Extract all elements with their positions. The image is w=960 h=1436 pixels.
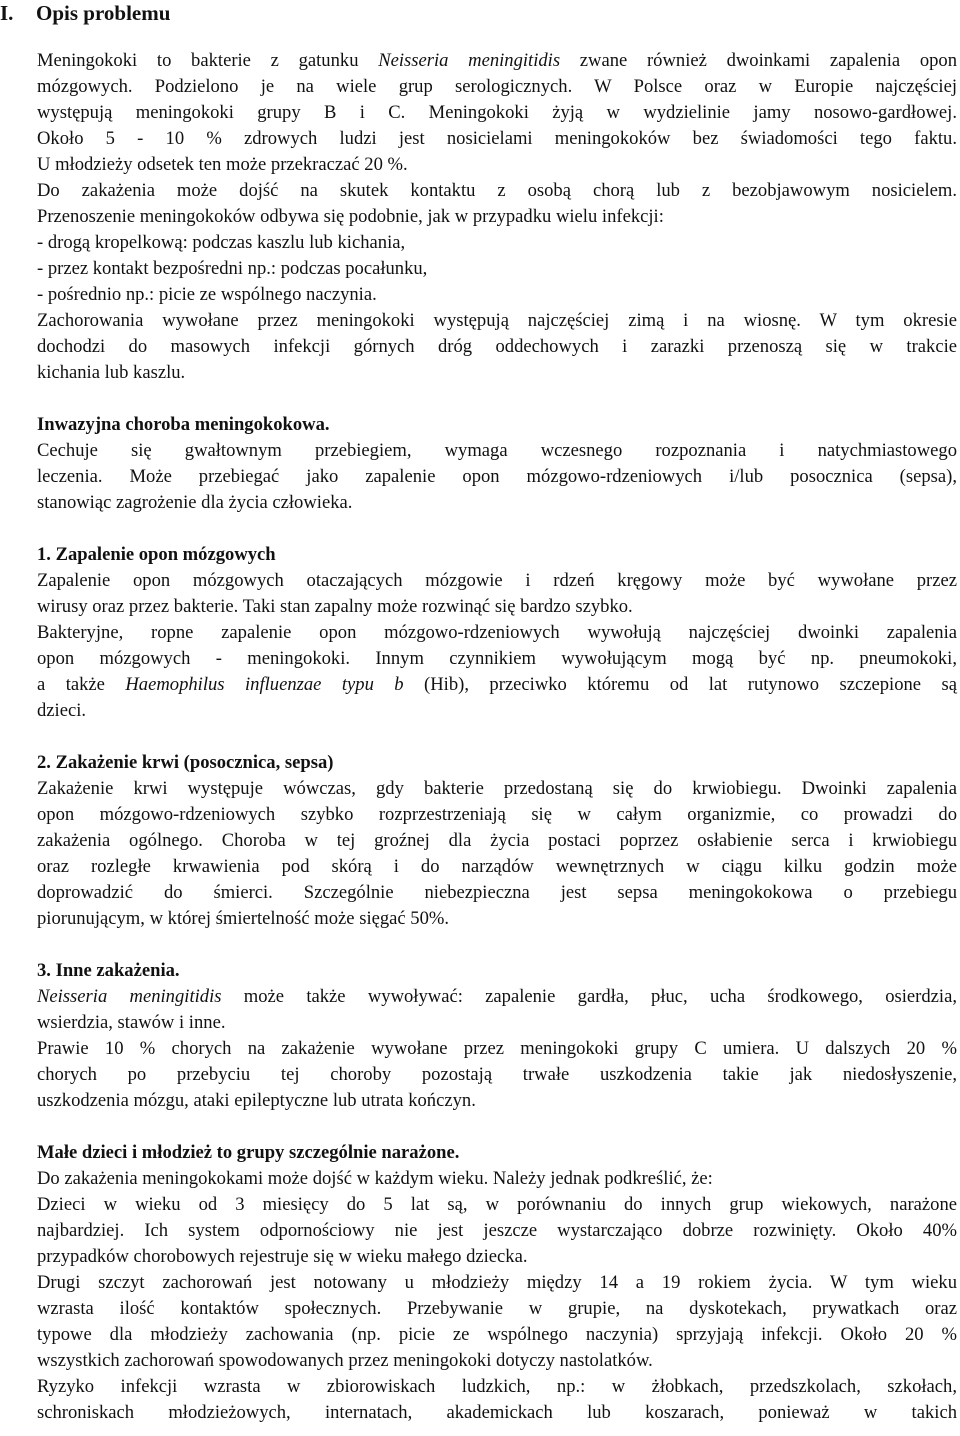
section-title: Opis problemu [36,1,171,25]
text-line: uszkodzenia mózgu, ataki epileptyczne lub utrata kończyn. [37,1090,476,1111]
text-line: mózgowych. Podzielono je na wiele grup serologicznych. W Polsce oraz w Europie najczęściej [37,76,957,97]
text-line: kichania lub kaszlu. [37,362,186,383]
text-line: Drugi szczyt zachorowań jest notowany u młodzieży między 14 a 19 rokiem życia. W tym wieku [37,1272,957,1293]
section-meningitis [37,542,957,724]
subsection-title: Małe dzieci i młodzież to grupy szczególnie narażone. [37,1142,460,1163]
section-sepsis [37,750,957,932]
text-line [37,48,957,74]
subsection-title: 2. Zakażenie krwi (posocznica, sepsa) [37,752,334,773]
text-line: Około 5 - 10 % zdrowych ludzi jest nosicielami meningokoków bez świadomości tego faktu. [37,128,957,149]
species-name: Haemophilus influenzae typu b [125,674,404,695]
text-line: opon mózgowych - meningokoki. Innym czynnikiem wywołującym mogą być np. pneumokoki, [37,648,957,669]
text-line: dzieci. [37,700,87,721]
species-name: Neisseria meningitidis [37,986,222,1007]
text-line [37,672,957,698]
list-item: - drogą kropelkową: podczas kaszlu lub kichania, [37,232,406,253]
document-body [37,48,957,1426]
section-invasive-disease [37,412,957,516]
text-line: Do zakażenia może dojść na skutek kontaktu z osobą chorą lub z bezobjawowym nosicielem. [37,180,957,201]
text-line: piorunującym, w której śmiertelność może sięgać 50%. [37,908,450,929]
subsection-title: Inwazyjna choroba meningokokowa. [37,414,330,435]
text-line [37,984,957,1010]
text-run: Meningokoki to bakterie z gatunku [37,50,379,71]
text-line: wsierdzia, stawów i inne. [37,1012,226,1033]
text-line: Zakażenie krwi występuje wówczas, gdy bakterie przedostaną się do krwiobiegu. Dwoinki zapalenia [37,778,957,799]
text-line: Prawie 10 % chorych na zakażenie wywołane przez meningokoki grupy C umiera. U dalszych 20 % [37,1038,957,1059]
text-line: Zapalenie opon mózgowych otaczających mózgowie i rdzeń kręgowy może być wywołane przez [37,570,957,591]
text-line: opon mózgowo-rdzeniowych szybko rozprzestrzeniają się w całym organizmie, co prowadzi do [37,804,957,825]
text-line: Do zakażenia meningokokami może dojść w każdym wieku. Należy jednak podkreślić, że: [37,1168,713,1189]
section-number: I. [0,1,14,25]
text-line: leczenia. Może przebiegać jako zapalenie opon mózgowo-rdzeniowych i/lub posocznica (sepsa), [37,466,957,487]
text-line: Przenoszenie meningokoków odbywa się podobnie, jak w przypadku wielu infekcji: [37,206,664,227]
subsection-title: 1. Zapalenie opon mózgowych [37,544,276,565]
list-item: - pośrednio np.: picie ze wspólnego naczynia. [37,284,377,305]
species-name: Neisseria meningitidis [378,50,561,71]
text-line: wszystkich zachorowań spowodowanych przez meningokoki dotyczy nastolatków. [37,1350,653,1371]
text-line: Bakteryjne, ropne zapalenie opon mózgowo-rdzeniowych wywołują najczęściej dwoinki zapalenia [37,622,957,643]
text-line: Zachorowania wywołane przez meningokoki występują najczęściej zimą i na wiosnę. W tym okresie [37,310,957,331]
text-line: stanowiąc zagrożenie dla życia człowieka. [37,492,353,513]
text-line: wzrasta ilość kontaktów społecznych. Przebywanie w grupie, na dyskotekach, prywatkach oraz [37,1298,957,1319]
subsection-title: 3. Inne zakażenia. [37,960,180,981]
text-line: występują meningokoki grupy B i C. Meningokoki żyją w wydzielinie jamy nosowo-gardłowej. [37,102,957,123]
section-risk-groups [37,1140,957,1426]
text-line: Dzieci w wieku od 3 miesięcy do 5 lat są, w porównaniu do innych grup wiekowych, narażone [37,1194,957,1215]
section-heading [0,0,170,26]
text-line: przypadków chorobowych rejestruje się w wieku małego dziecka. [37,1246,528,1267]
text-line: U młodzieży odsetek ten może przekraczać 20 %. [37,154,408,175]
text-line: Cechuje się gwałtownym przebiegiem, wymaga wczesnego rozpoznania i natychmiastowego [37,440,957,461]
text-run: a także [37,674,126,695]
text-line: wirusy oraz przez bakterie. Taki stan zapalny może rozwinąć się bardzo szybko. [37,596,633,617]
text-line: schroniskach młodzieżowych, internatach, akademickach lub koszarach, ponieważ w takich [37,1402,957,1423]
text-line: zakażenia ogólnego. Choroba w tej groźnej dla życia postaci poprzez osłabienie serca i krwiobiegu [37,830,957,851]
text-run: zwane również dwoinkami zapalenia opon [560,50,958,71]
list-item: - przez kontakt bezpośredni np.: podczas pocałunku, [37,258,428,279]
text-run: (Hib), przeciwko któremu od lat rutynowo szczepione są [403,674,957,695]
text-run: może także wywoływać: zapalenie gardła, płuc, ucha środkowego, osierdzia, [221,986,957,1007]
section-other-infections [37,958,957,1114]
text-line: typowe dla młodzieży zachowania (np. picie ze wspólnego naczynia) sprzyjają infekcji. Około 20 % [37,1324,957,1345]
text-line: chorych po przebyciu tej choroby pozostają trwałe uszkodzenia takie jak niedosłyszenie, [37,1064,957,1085]
text-line: najbardziej. Ich system odpornościowy nie jest jeszcze wystarczająco dobrze rozwinięty. Około 40% [37,1220,957,1241]
intro-paragraph [37,48,957,386]
text-line: dochodzi do masowych infekcji górnych dróg oddechowych i zarazki przenoszą się w trakcie [37,336,957,357]
text-line: doprowadzić do śmierci. Szczególnie niebezpieczna jest sepsa meningokokowa o przebiegu [37,882,957,903]
text-line: oraz rozległe krwawienia pod skórą i do narządów wewnętrznych w ciągu kilku godzin może [37,856,957,877]
text-line: Ryzyko infekcji wzrasta w zbiorowiskach ludzkich, np.: w żłobkach, przedszkolach, szkołach, [37,1376,957,1397]
